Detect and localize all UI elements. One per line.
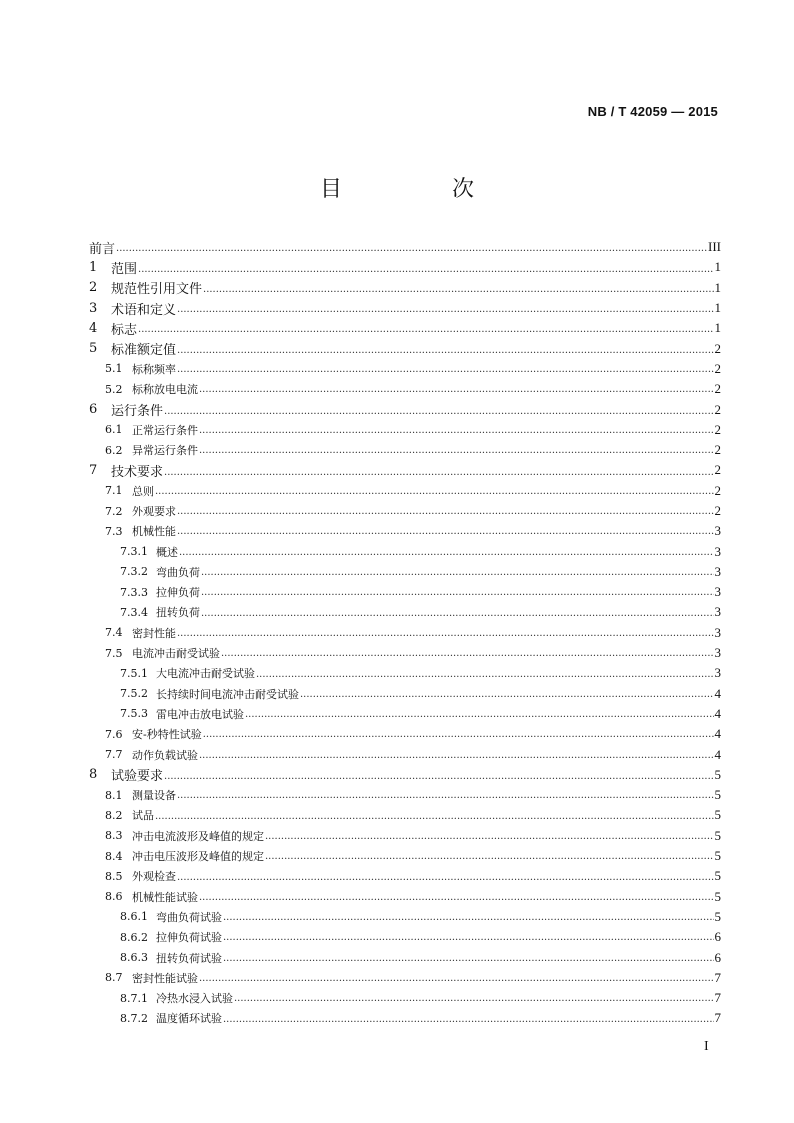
toc-entry-number: 4 — [89, 320, 98, 336]
table-of-contents — [89, 237, 721, 1029]
toc-entry-number: 6.2 — [105, 443, 123, 457]
toc-entry-page: 2 — [714, 462, 721, 478]
toc-entry-number: 8 — [89, 767, 98, 783]
toc-entry[interactable] — [89, 440, 721, 460]
toc-entry[interactable] — [89, 541, 721, 561]
standard-code: NB / T 42059 — 2015 — [587, 104, 718, 119]
toc-entry-number: 8.7.2 — [120, 1011, 148, 1025]
toc-entry-page: 5 — [714, 787, 721, 803]
toc-entry[interactable] — [89, 765, 721, 785]
toc-entry-number: 8.4 — [105, 849, 123, 863]
toc-entry-title: 异常运行条件 — [132, 444, 198, 458]
toc-leader-dots — [223, 913, 714, 927]
toc-leader-dots — [203, 730, 714, 744]
toc-entry-title: 规范性引用文件 — [111, 282, 203, 298]
toc-entry-page: 3 — [714, 563, 721, 579]
toc-leader-dots — [201, 609, 714, 623]
toc-leader-dots — [199, 446, 714, 460]
toc-entry-number: 6 — [89, 402, 98, 418]
toc-leader-dots — [177, 507, 714, 521]
toc-entry[interactable] — [89, 481, 721, 501]
toc-entry[interactable] — [89, 988, 721, 1008]
toc-entry-page: 2 — [714, 442, 721, 458]
toc-entry-number: 7.3.2 — [120, 565, 148, 579]
toc-entry-page: 7 — [714, 969, 721, 985]
toc-leader-dots — [179, 548, 714, 562]
toc-entry-page: 2 — [714, 381, 721, 397]
toc-entry-number: 7.1 — [105, 484, 123, 498]
toc-entry-title: 弯曲负荷 — [156, 565, 200, 579]
toc-entry-title: 正常运行条件 — [132, 423, 198, 437]
toc-entry[interactable] — [89, 379, 721, 399]
toc-entry-number: 1 — [89, 259, 98, 275]
toc-entry-page: 3 — [714, 584, 721, 600]
toc-entry-page: 4 — [714, 685, 721, 701]
toc-entry-page: 5 — [714, 827, 721, 843]
toc-entry-number: 7.7 — [105, 748, 123, 762]
toc-entry-number: 7.5 — [105, 646, 123, 660]
toc-leader-dots — [201, 568, 714, 582]
toc-entry-number: 6.1 — [105, 423, 123, 437]
toc-entry-number: 7.2 — [105, 504, 123, 518]
toc-entry-number: 8.2 — [105, 808, 123, 822]
toc-leader-dots — [138, 324, 713, 338]
toc-entry-page: 3 — [714, 543, 721, 559]
toc-entry[interactable] — [89, 643, 721, 663]
toc-entry-page: 1 — [714, 320, 721, 336]
toc-entry-title: 雷电冲击放电试验 — [156, 707, 244, 721]
toc-entry[interactable] — [89, 399, 721, 419]
toc-entry-page: 4 — [714, 726, 721, 742]
toc-entry[interactable] — [89, 278, 721, 298]
toc-entry-page: 2 — [714, 340, 721, 356]
toc-entry-number: 5.2 — [105, 382, 123, 396]
toc-entry[interactable] — [89, 338, 721, 358]
toc-leader-dots — [300, 690, 714, 704]
toc-entry[interactable] — [89, 318, 721, 338]
toc-leader-dots — [116, 243, 707, 257]
toc-leader-dots — [256, 670, 714, 684]
toc-entry-title: 扭转负荷试验 — [156, 951, 222, 965]
toc-entry[interactable] — [89, 582, 721, 602]
toc-entry-title: 冲击电压波形及峰值的规定 — [132, 850, 264, 864]
toc-entry-page: 1 — [714, 259, 721, 275]
toc-entry-number: 8.6.1 — [120, 910, 148, 924]
toc-entry-number: 7.3.4 — [120, 605, 148, 619]
toc-entry-page: 5 — [714, 908, 721, 924]
toc-entry-page: 3 — [714, 523, 721, 539]
toc-leader-dots — [223, 933, 714, 947]
toc-entry-title: 长持续时间电流冲击耐受试验 — [156, 687, 299, 701]
toc-entry-title: 电流冲击耐受试验 — [132, 647, 220, 661]
toc-entry-title: 概述 — [156, 545, 178, 559]
toc-entry[interactable] — [89, 501, 721, 521]
toc-entry-title: 测量设备 — [132, 789, 176, 803]
toc-entry-title: 密封性能 — [132, 626, 176, 640]
toc-entry-page: 2 — [714, 503, 721, 518]
toc-leader-dots — [265, 832, 714, 846]
toc-leader-dots — [177, 345, 713, 359]
toc-entry[interactable] — [89, 947, 721, 967]
toc-entry-number: 7 — [89, 462, 98, 478]
toc-leader-dots — [155, 812, 714, 826]
toc-entry-page: 3 — [714, 624, 721, 640]
toc-entry-page: 5 — [714, 807, 721, 823]
toc-leader-dots — [201, 588, 714, 602]
toc-entry-title: 运行条件 — [111, 404, 164, 420]
toc-leader-dots — [164, 467, 713, 481]
toc-leader-dots — [245, 710, 714, 724]
toc-entry-page: 2 — [714, 421, 721, 437]
toc-entry-title: 大电流冲击耐受试验 — [156, 667, 255, 681]
page-title: 目 次 — [319, 177, 518, 202]
toc-entry-page: 5 — [714, 848, 721, 864]
toc-entry-page: 2 — [714, 360, 721, 376]
toc-entry[interactable] — [89, 602, 721, 622]
toc-entry-number: 2 — [89, 280, 98, 296]
toc-entry[interactable] — [89, 562, 721, 582]
toc-entry[interactable] — [89, 257, 721, 277]
toc-leader-dots — [177, 527, 714, 541]
toc-leader-dots — [203, 284, 713, 298]
toc-entry[interactable] — [89, 927, 721, 947]
toc-leader-dots — [177, 629, 714, 643]
toc-leader-dots — [138, 264, 713, 278]
toc-entry[interactable] — [89, 663, 721, 683]
toc-entry[interactable] — [89, 237, 721, 257]
toc-entry-page: 1 — [714, 279, 721, 295]
toc-leader-dots — [199, 385, 714, 399]
toc-entry[interactable] — [89, 826, 721, 846]
toc-entry[interactable] — [89, 521, 721, 541]
toc-entry-title: 外观检查 — [132, 870, 176, 884]
toc-entry-title: 标准额定值 — [111, 343, 177, 359]
toc-leader-dots — [199, 426, 714, 440]
toc-entry[interactable] — [89, 968, 721, 988]
toc-entry-number: 7.3.3 — [120, 585, 148, 599]
toc-entry[interactable] — [89, 785, 721, 805]
toc-leader-dots — [199, 751, 714, 765]
toc-entry[interactable] — [89, 805, 721, 825]
toc-entry-number: 8.6 — [105, 890, 123, 904]
toc-entry-number: 7.4 — [105, 626, 123, 640]
toc-entry-number: 5 — [89, 341, 98, 357]
toc-leader-dots — [199, 893, 714, 907]
toc-leader-dots — [177, 365, 714, 379]
toc-entry-title: 外观要求 — [132, 505, 176, 518]
toc-entry-title: 机械性能试验 — [132, 890, 198, 904]
toc-entry-page: III — [708, 239, 721, 255]
toc-leader-dots — [155, 487, 714, 501]
toc-entry-number: 8.3 — [105, 829, 123, 843]
toc-entry-page: 5 — [714, 766, 721, 782]
toc-entry[interactable] — [89, 359, 721, 379]
toc-entry-page: 5 — [714, 868, 721, 884]
toc-entry-number: 5.1 — [105, 362, 123, 376]
toc-entry-page: 2 — [714, 401, 721, 417]
toc-entry-title: 范围 — [111, 261, 138, 277]
toc-entry-number: 3 — [89, 300, 98, 316]
toc-entry-number: 8.7.1 — [120, 991, 148, 1005]
toc-entry-page: 2 — [714, 482, 721, 498]
toc-entry[interactable] — [89, 887, 721, 907]
toc-entry-number: 7.3 — [105, 524, 123, 538]
toc-leader-dots — [164, 771, 713, 785]
toc-entry[interactable] — [89, 907, 721, 927]
toc-entry-title: 扭转负荷 — [156, 606, 200, 620]
toc-entry[interactable] — [89, 623, 721, 643]
toc-entry-title: 机械性能 — [132, 525, 176, 539]
toc-entry-number: 7.3.1 — [120, 545, 148, 559]
toc-leader-dots — [177, 304, 713, 318]
toc-entry-page: 3 — [714, 645, 721, 661]
toc-entry-number: 7.5.1 — [120, 666, 148, 680]
toc-entry-page: 4 — [714, 705, 721, 721]
toc-leader-dots — [265, 852, 714, 866]
toc-entry[interactable] — [89, 866, 721, 886]
toc-entry[interactable] — [89, 298, 721, 318]
toc-entry-title: 弯曲负荷试验 — [156, 910, 222, 924]
toc-leader-dots — [177, 873, 714, 887]
toc-leader-dots — [223, 1015, 714, 1029]
toc-leader-dots — [177, 791, 714, 805]
toc-leader-dots — [221, 649, 714, 663]
toc-entry-page: 5 — [714, 888, 721, 904]
toc-entry-page: 7 — [714, 990, 721, 1006]
toc-entry-number: 7.5.3 — [120, 707, 148, 721]
toc-entry-page: 3 — [714, 604, 721, 620]
toc-entry[interactable] — [89, 704, 721, 724]
toc-entry-number: 8.7 — [105, 971, 123, 985]
toc-entry[interactable] — [89, 744, 721, 764]
toc-entry-page: 6 — [714, 929, 721, 945]
toc-entry-title: 拉伸负荷 — [156, 586, 200, 600]
toc-entry-title: 标志 — [111, 322, 138, 338]
toc-entry-title: 动作负载试验 — [132, 748, 198, 762]
toc-entry-title: 冷热水浸入试验 — [156, 992, 233, 1006]
toc-entry[interactable] — [89, 684, 721, 704]
toc-entry-number: 8.6.2 — [120, 930, 148, 944]
toc-entry-number: 8.1 — [105, 788, 123, 802]
toc-entry-page: 3 — [714, 665, 721, 681]
toc-entry-page: 1 — [714, 300, 721, 316]
toc-entry-title: 术语和定义 — [111, 302, 177, 318]
toc-entry-page: 4 — [714, 746, 721, 762]
toc-entry[interactable] — [89, 724, 721, 744]
toc-entry-title: 温度循环试验 — [156, 1012, 222, 1026]
toc-entry-title: 安-秒特性试验 — [132, 728, 202, 742]
toc-entry[interactable] — [89, 846, 721, 866]
toc-entry-title: 总则 — [132, 484, 154, 498]
toc-leader-dots — [234, 994, 714, 1008]
toc-entry-title: 试品 — [132, 809, 154, 823]
toc-leader-dots — [223, 954, 714, 968]
toc-entry-title: 标称频率 — [132, 362, 176, 376]
toc-entry-title: 试验要求 — [111, 769, 164, 785]
toc-entry-page: 7 — [714, 1010, 721, 1026]
toc-entry-title: 密封性能试验 — [132, 971, 198, 985]
toc-entry-title: 标称放电电流 — [132, 383, 198, 397]
toc-entry-number: 8.6.3 — [120, 951, 148, 965]
toc-entry[interactable] — [89, 460, 721, 480]
toc-entry[interactable] — [89, 420, 721, 440]
toc-entry-number: 8.5 — [105, 869, 123, 883]
toc-leader-dots — [164, 406, 713, 420]
toc-entry-number: 7.5.2 — [120, 687, 148, 701]
toc-entry[interactable] — [89, 1008, 721, 1028]
toc-entry-page: 6 — [714, 949, 721, 965]
toc-entry-number: 7.6 — [105, 727, 123, 741]
page-number: I — [704, 1039, 709, 1054]
toc-entry-title: 技术要求 — [111, 464, 164, 480]
toc-entry-title: 冲击电流波形及峰值的规定 — [132, 829, 264, 843]
toc-entry-title: 前言 — [89, 241, 116, 257]
toc-leader-dots — [199, 974, 714, 988]
toc-entry-title: 拉伸负荷试验 — [156, 931, 222, 945]
